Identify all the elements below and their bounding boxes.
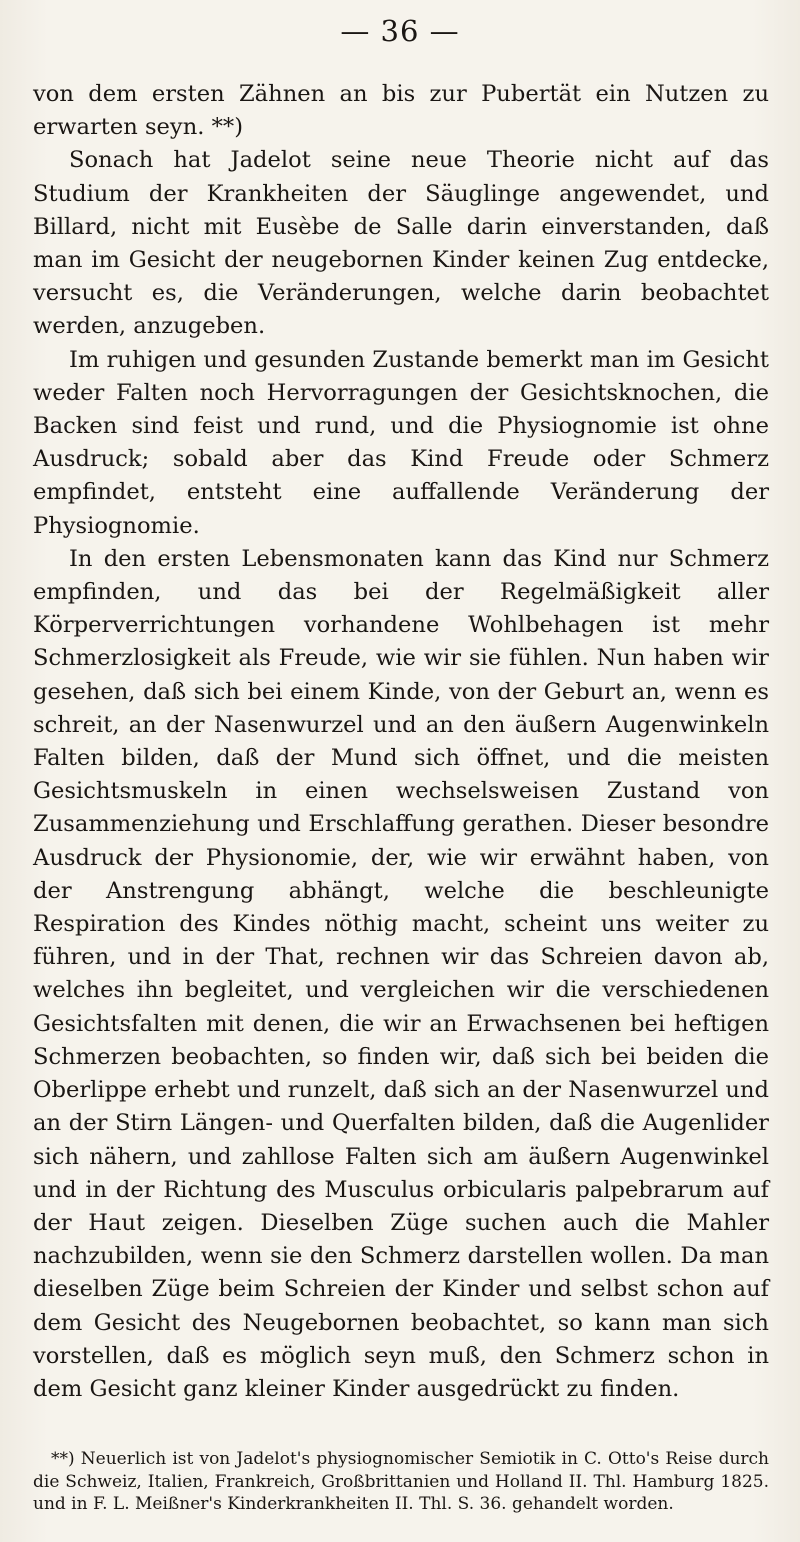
paragraph-first-months: In den ersten Lebensmonaten kann das Kind nur Schmerz empfinden, und das bei der Regelmäßigkeit aller Körperverrichtungen vorhandene Wohlbehagen ist mehr Schmerzlosigkeit als Freude, wie wir sie fühlen. Nun haben wir gesehen, daß sich bei einem Kinde, von der Geburt an, wenn es schreit, an der Nasenwurzel und an den äußern Augenwinkeln Falten bilden, daß der Mund sich öffnet, und die meisten Gesichtsmuskeln in einen wechselsweisen Zustand von Zusammenziehung und Erschlaffung gerathen. Dieser besondre Ausdruck der Physionomie, der, wie wir erwähnt haben, von der Anstrengung abhängt, welche die beschleunigte Respiration des Kindes nöthig macht, scheint uns weiter zu führen, und in der That, rechnen wir das Schreien davon ab, welches ihn begleitet, und vergleichen wir die verschiedenen Gesichtsfalten mit denen, die wir an Erwachsenen bei heftigen Schmerzen beobachten, so finden wir, daß sich bei beiden die Oberlippe erhebt und runzelt, daß sich an der Nasenwurzel und an der Stirn Längen- und Querfalten bilden, daß die Augenlider sich nähern, und zahllose Falten sich am äußern Augenwinkel und in der Richtung des Musculus orbicularis palpebrarum auf der Haut zeigen. Dieselben Züge suchen auch die Mahler nachzubilden, wenn sie den Schmerz darstellen wollen. Da man dieselben Züge beim Schreien der Kinder und selbst schon auf dem Gesicht des Neugebornen beobachtet, so kann man sich vorstellen, daß es möglich seyn muß, den Schmerz schon in dem Gesicht ganz kleiner Kinder ausgedrückt zu finden. — [33, 545, 769, 1402]
body-text — [33, 78, 769, 1406]
paragraph-resting-state: Im ruhigen und gesunden Zustande bemerkt man im Gesicht weder Falten noch Hervorragungen der Gesichtsknochen, die Backen sind feist und rund, und die Physiognomie ist ohne Ausdruck; sobald aber das Kind Freude oder Schmerz empfindet, entsteht eine auffallende Veränderung der Physiognomie. — [33, 346, 769, 539]
footnote — [33, 1448, 769, 1516]
paragraph-continuation: von dem ersten Zähnen an bis zur Pubertät ein Nutzen zu erwarten seyn. **) — [33, 81, 769, 141]
footnote-text: **) Neuerlich ist von Jadelot's physiognomischer Semiotik in C. Otto's Reise durch die Schweiz, Italien, Frankreich, Großbrittanien und Holland II. Thl. Hamburg 1825. und in F. L. Meißner's Kinderkrankheiten II. Thl. S. 36. gehandelt worden. — [33, 1449, 769, 1514]
page-number: — 36 — — [340, 14, 460, 48]
paragraph-jadelot-billard: Sonach hat Jadelot seine neue Theorie nicht auf das Studium der Krankheiten der Säuglinge angewendet, und Billard, nicht mit Eusèbe de Salle darin einverstanden, daß man im Gesicht der neugebornen Kinder keinen Zug entdecke, versucht es, die Veränderungen, welche darin beobachtet werden, anzugeben. — [33, 147, 769, 340]
